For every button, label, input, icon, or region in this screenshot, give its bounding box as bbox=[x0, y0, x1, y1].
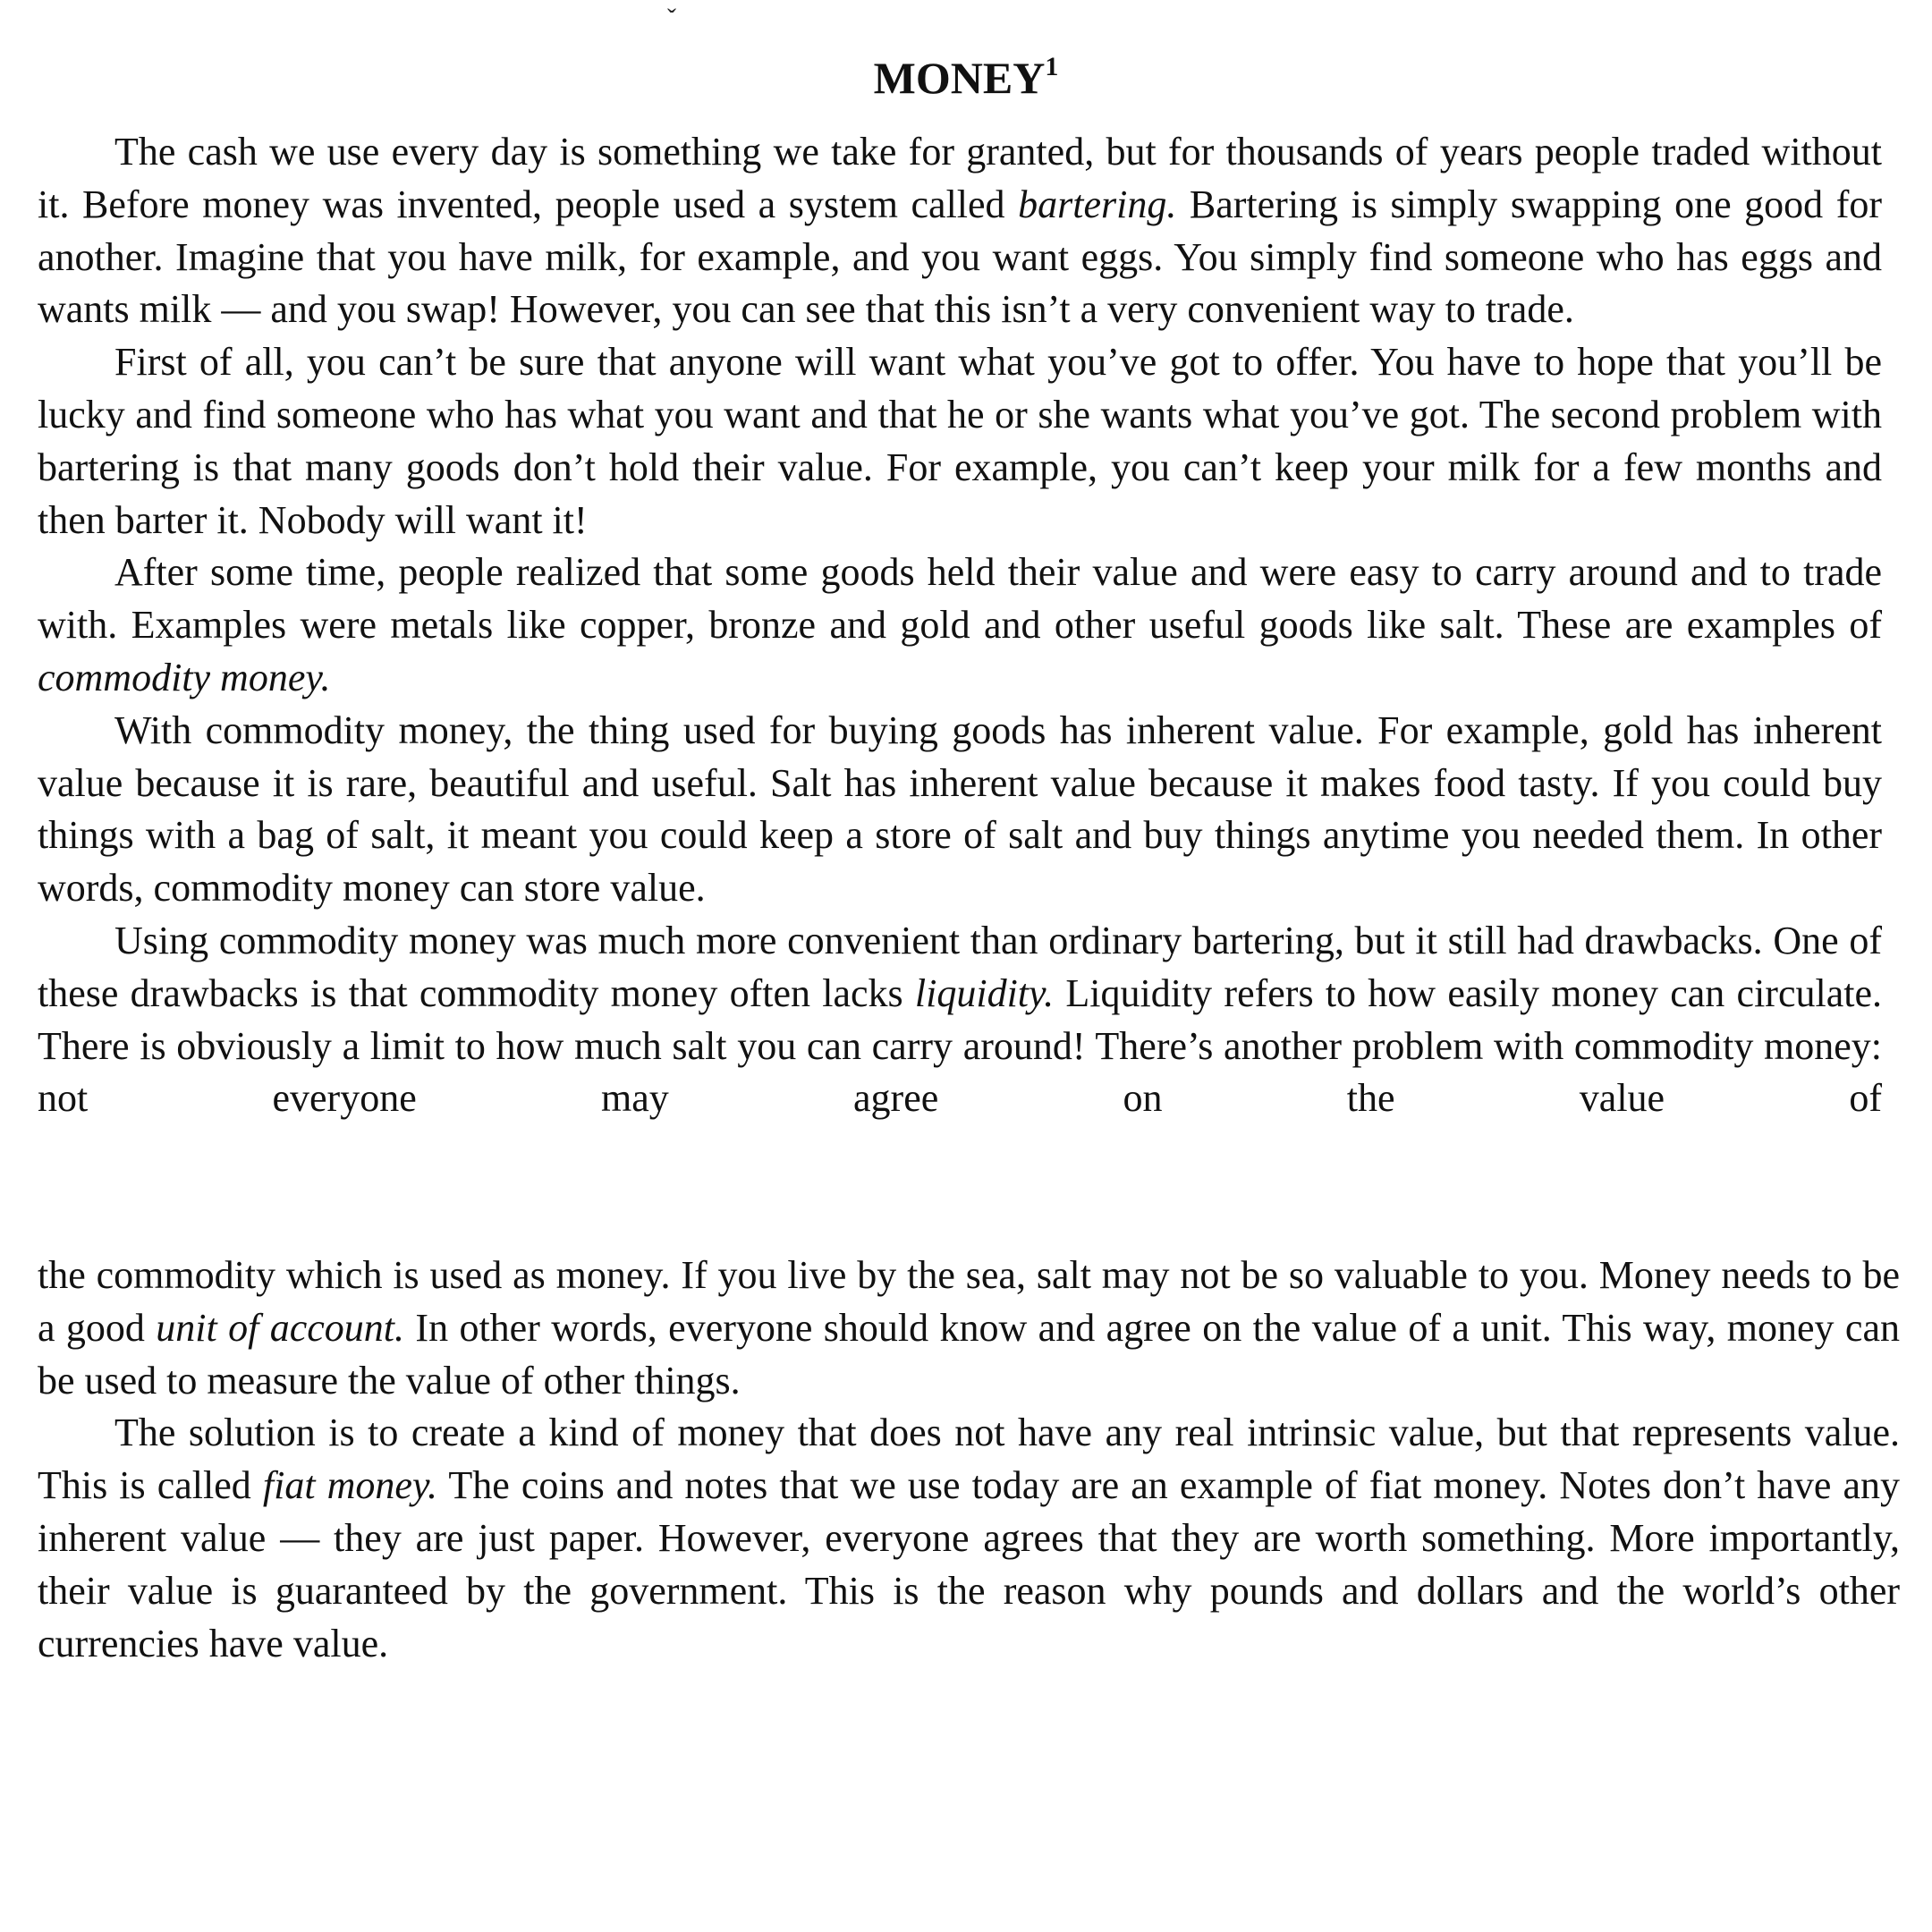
text-run: The cash we use every day is something we take for granted, but for thousands of years people traded without it. Before money was invented, people used a system called bbox=[38, 130, 1882, 226]
paragraph-unit-of-account bbox=[38, 1250, 1900, 1407]
text-run: the commodity which is used as money. If you live by the sea, salt may not be so valuable to you. Money needs to be a good bbox=[38, 1253, 1900, 1350]
text-run: The solution is to create a kind of money that does not have any real intrinsic value, but that represents value. This is called bbox=[38, 1411, 1900, 1508]
paragraph-commodity-money-intro bbox=[38, 547, 1882, 704]
paragraph-bartering-problems bbox=[38, 336, 1882, 547]
italic-term: commodity money. bbox=[38, 655, 331, 699]
text-run: The coins and notes that we use today are an example of fiat money. Notes don’t have any inherent value — they are just paper. However, everyone agrees that they are worth something. More importantly, their value is guaranteed by the government. This is the reason why pounds and dollars and the world’s other currencies have value. bbox=[38, 1463, 1900, 1665]
italic-term: fiat money. bbox=[262, 1463, 438, 1508]
text-run: Liquidity refers to how easily money can circulate. There is obviously a limit to how much salt you can carry around! There’s another problem with commodity money: not everyone may agree on the value of bbox=[38, 970, 1882, 1121]
paragraph-inherent-value bbox=[38, 705, 1882, 915]
text-run: In other words, everyone should know and agree on the value of a unit. This way, money can be used to measure the value of other things. bbox=[38, 1305, 1900, 1402]
paragraph-liquidity bbox=[38, 915, 1882, 1125]
text-block-upper bbox=[38, 126, 1882, 1125]
document-title bbox=[0, 47, 1932, 109]
italic-term: bartering. bbox=[1018, 182, 1177, 226]
footnote-marker: 1 bbox=[1045, 52, 1059, 81]
italic-term: unit of account. bbox=[156, 1305, 405, 1350]
paragraph-fiat-money bbox=[38, 1407, 1900, 1670]
paragraph-bartering-intro bbox=[38, 126, 1882, 336]
text-run: After some time, people realized that some goods held their value and were easy to carry around and to trade with. Examples were metals like copper, bronze and gold and other useful goods like salt. These are examples of bbox=[38, 550, 1882, 648]
text-run: First of all, you can’t be sure that anyone will want what you’ve got to offer. You have to hope that you’ll be lucky and find someone who has what you want and that he or she wants what you’ve got. The second problem with bartering is that many goods don’t hold their value. For example, you can’t keep your milk for a few months and then barter it. Nobody will want it! bbox=[38, 340, 1882, 542]
italic-term: liquidity. bbox=[914, 970, 1055, 1015]
title-text: MONEY bbox=[873, 53, 1046, 103]
text-run: Using commodity money was much more convenient than ordinary bartering, but it still had drawbacks. One of these drawbacks is that commodity money often lacks bbox=[38, 918, 1882, 1015]
text-run: With commodity money, the thing used for buying goods has inherent value. For example, gold has inherent value because it is rare, beautiful and useful. Salt has inherent value because it makes food tasty. If you could buy things with a bag of salt, it meant you could keep a store of salt and buy things anytime you needed them. In other words, commodity money can store value. bbox=[38, 708, 1882, 911]
text-block-lower bbox=[38, 1250, 1900, 1670]
top-mark: ˇ bbox=[667, 4, 676, 33]
text-run: Bartering is simply swapping one good for another. Imagine that you have milk, for example, and you want eggs. You simply find someone who has eggs and wants milk — and you swap! However, you can see that this isn’t a very convenient way to trade. bbox=[38, 182, 1883, 332]
